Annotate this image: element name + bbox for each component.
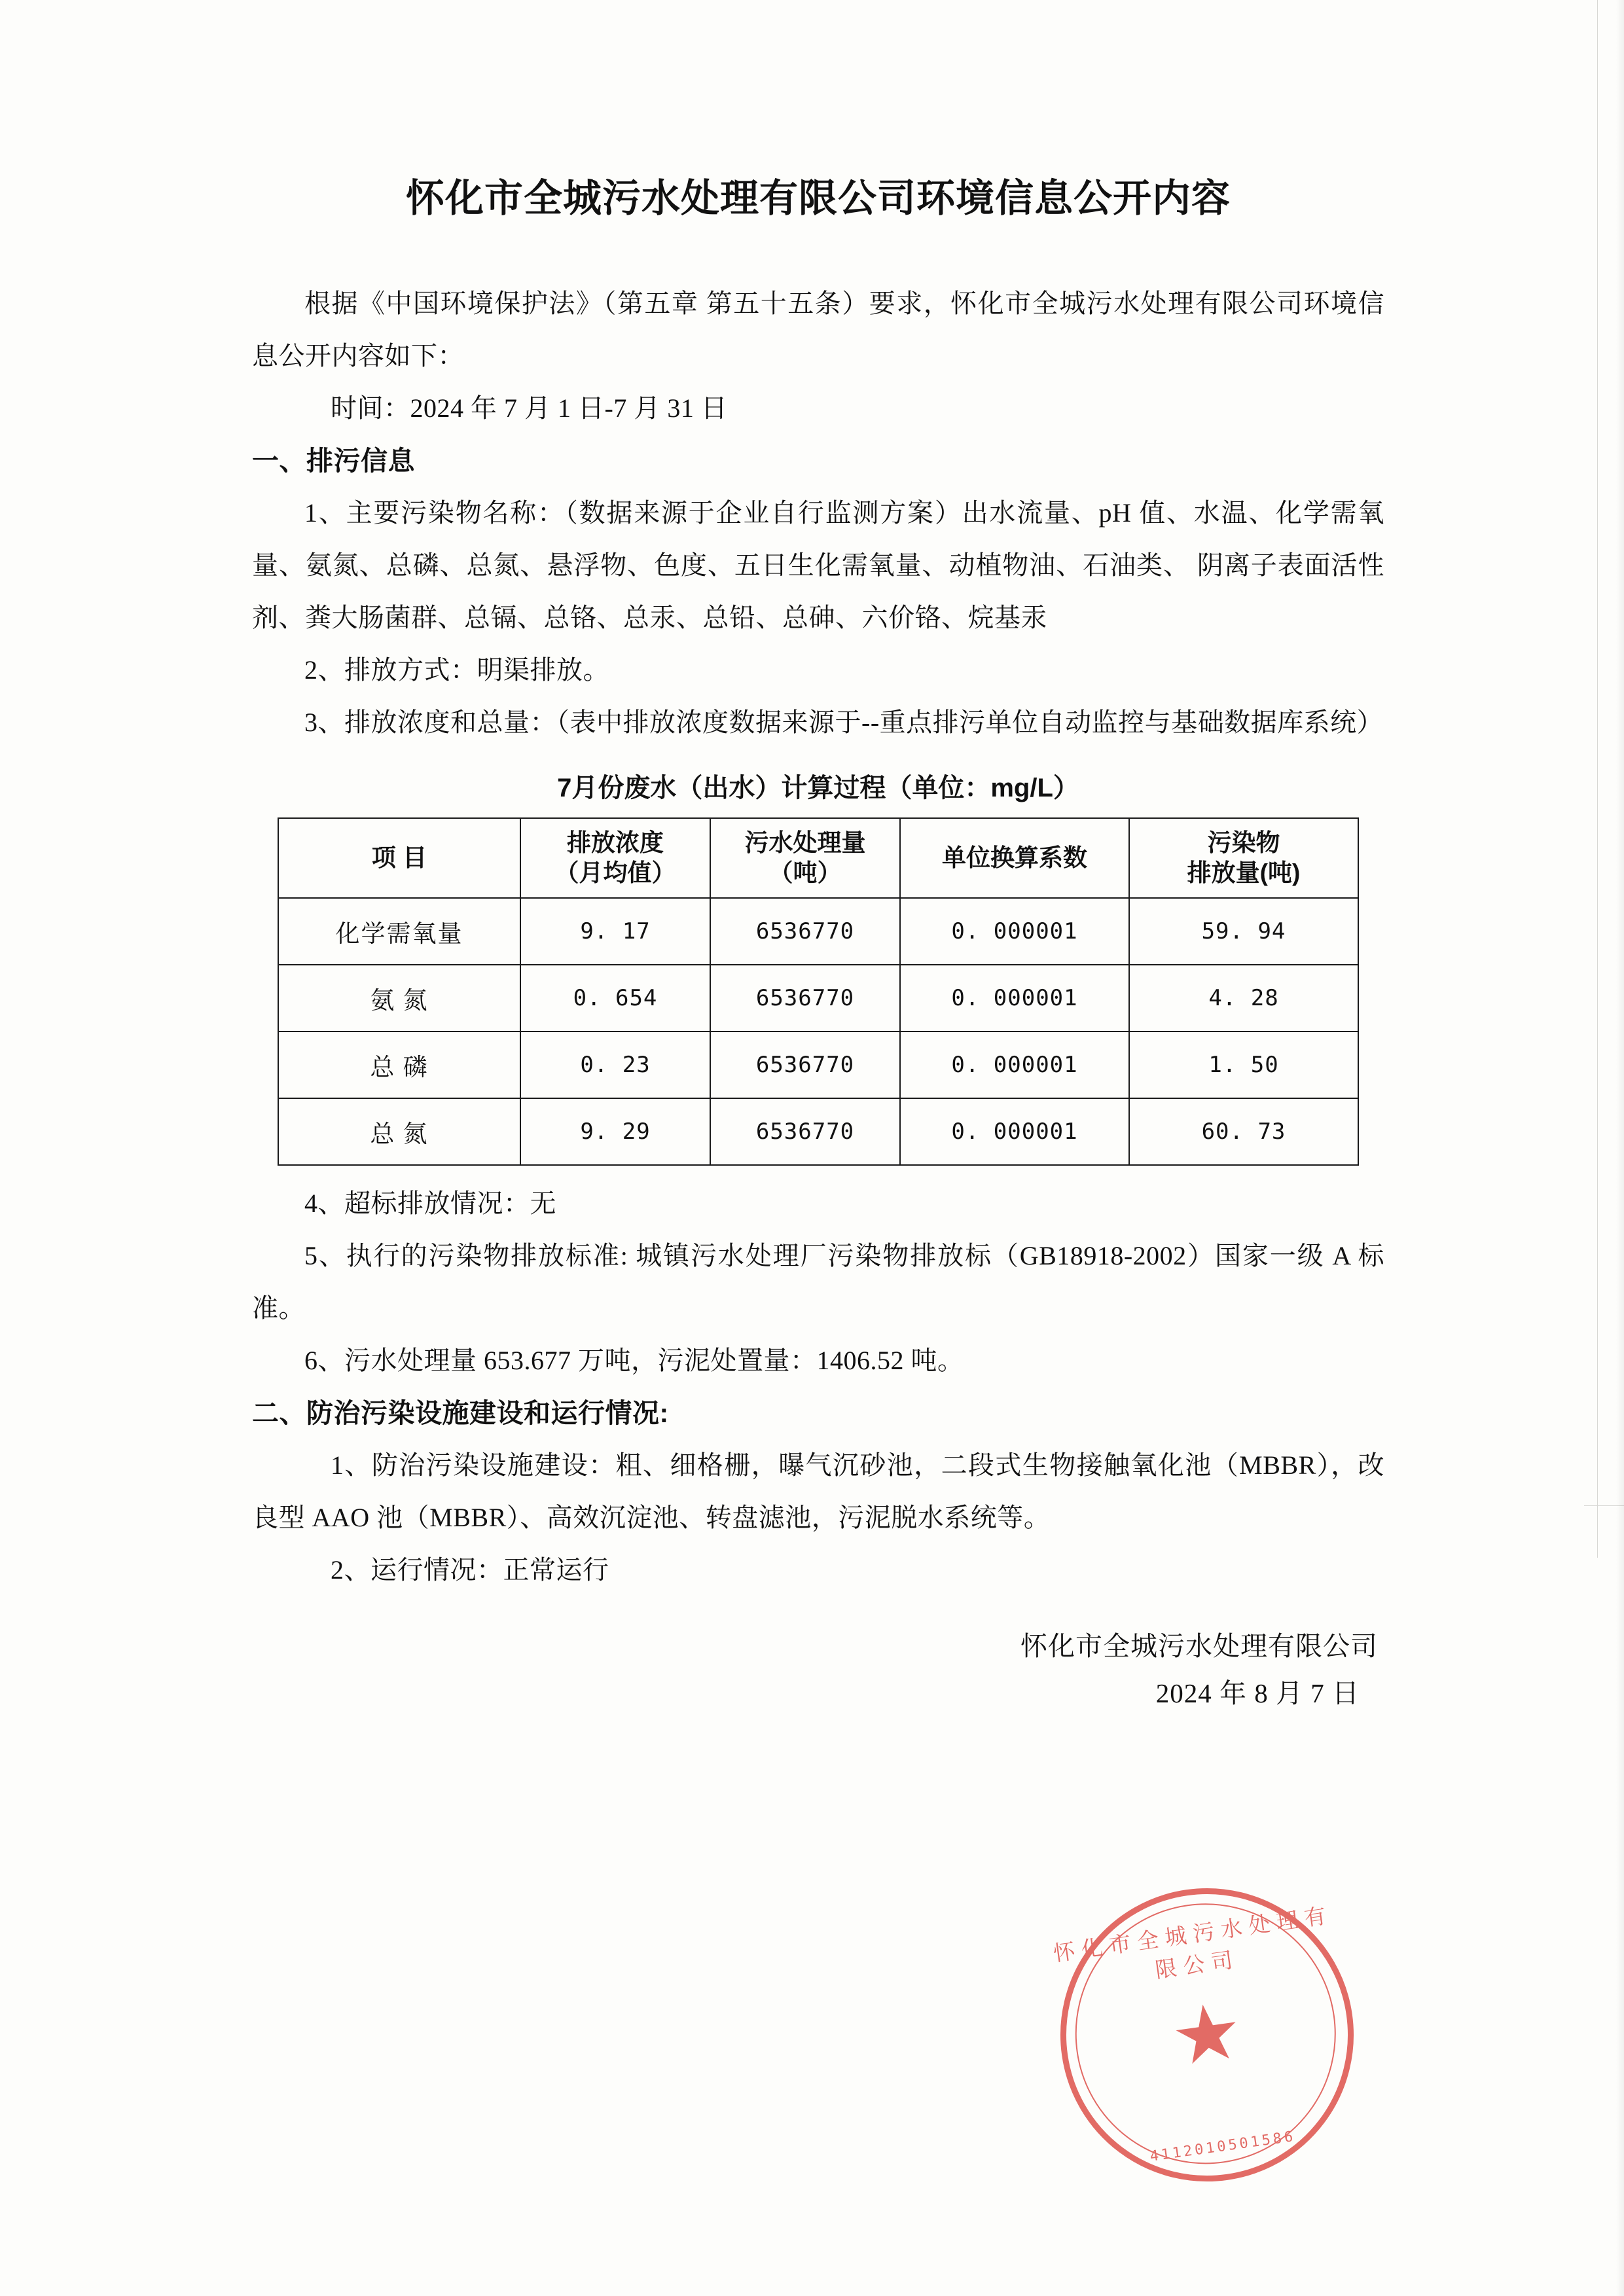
table-header-total: 污染物 排放量(吨) <box>1129 818 1358 898</box>
cell-volume: 6536770 <box>710 1098 900 1165</box>
item-pollutant-names: 1、主要污染物名称：（数据来源于企业自行监测方案）出水流量、pH 值、水温、化学需氧量、氨氮、总磷、总氮、悬浮物、色度、五日生化需氧量、动植物油、石油类、 阴离子表面活性剂、粪大肠菌群、总镉、总铬、总汞、总铅、总砷、六价铬、烷基汞 <box>252 498 1384 632</box>
cell-factor: 0. 000001 <box>900 1098 1129 1165</box>
cell-concentration: 9. 17 <box>520 898 710 965</box>
cell-factor: 0. 000001 <box>900 965 1129 1031</box>
page-title: 怀化市全城污水处理有限公司环境信息公开内容 <box>405 177 1231 220</box>
cell-item: 总 氮 <box>278 1098 520 1165</box>
seal-company-text: 怀化市全城污水处理有限公司 <box>1051 1902 1334 1982</box>
document-body <box>252 167 1384 1717</box>
item-exceedance: 4、超标排放情况：无 <box>304 1189 556 1218</box>
item-concentration-and-total: 3、排放浓度和总量：（表中排放浓度数据来源于--重点排污单位自动监控与基础数据库系统） <box>304 708 1384 737</box>
section-heading-discharge: 一、排污信息 <box>252 446 415 476</box>
scan-edge-shadow <box>1616 0 1624 2296</box>
wastewater-data-table <box>278 817 1359 1166</box>
cell-volume: 6536770 <box>710 898 900 965</box>
table-header-factor: 单位换算系数 <box>900 818 1129 898</box>
cell-item: 化学需氧量 <box>278 898 520 965</box>
cell-total: 4. 28 <box>1129 965 1358 1031</box>
table-row <box>278 1031 1358 1098</box>
signature-date: 2024 年 8 月 7 日 <box>1155 1678 1360 1708</box>
seal-code-text: 4112010501586 <box>1149 2128 1297 2165</box>
signature-block <box>252 1623 1384 1717</box>
table-caption: 7月份废水（出水）计算过程（单位：mg/L） <box>557 774 1079 802</box>
item-operation-status: 2、运行情况：正常运行 <box>331 1555 609 1585</box>
cell-concentration: 9. 29 <box>520 1098 710 1165</box>
cell-concentration: 0. 23 <box>520 1031 710 1098</box>
cell-volume: 6536770 <box>710 965 900 1031</box>
section-heading-facilities: 二、防治污染设施建设和运行情况: <box>252 1398 669 1428</box>
item-volume-sludge: 6、污水处理量 653.677 万吨，污泥处置量：1406.52 吨。 <box>304 1346 964 1375</box>
reporting-period: 时间：2024 年 7 月 1 日-7 月 31 日 <box>331 393 728 423</box>
table-header-item: 项 目 <box>278 818 520 898</box>
cell-item: 总 磷 <box>278 1031 520 1098</box>
cell-total: 59. 94 <box>1129 898 1358 965</box>
cell-concentration: 0. 654 <box>520 965 710 1031</box>
cell-total: 1. 50 <box>1129 1031 1358 1098</box>
item-facility-construction: 1、防治污染设施建设：粗、细格栅，曝气沉砂池，二段式生物接触氧化池（MBBR），改良型 AAO 池（MBBR）、高效沉淀池、转盘滤池，污泥脱水系统等。 <box>252 1450 1384 1532</box>
table-header-volume: 污水处理量 （吨） <box>710 818 900 898</box>
cell-item: 氨 氮 <box>278 965 520 1031</box>
signature-company: 怀化市全城污水处理有限公司 <box>1020 1631 1378 1661</box>
table-header-concentration: 排放浓度 （月均值） <box>520 818 710 898</box>
item-standard: 5、执行的污染物排放标准: 城镇污水处理厂污染物排放标（GB18918-2002）国家一级 A 标准。 <box>252 1241 1384 1323</box>
company-seal-stamp <box>1041 1869 1373 2200</box>
cell-total: 60. 73 <box>1129 1098 1358 1165</box>
item-discharge-method: 2、排放方式：明渠排放。 <box>304 655 609 685</box>
cell-volume: 6536770 <box>710 1031 900 1098</box>
table-row <box>278 1098 1358 1165</box>
table-row <box>278 965 1358 1031</box>
table-row <box>278 898 1358 965</box>
intro-paragraph: 根据《中国环境保护法》（第五章 第五十五条）要求，怀化市全城污水处理有限公司环境信息公开内容如下： <box>252 289 1384 370</box>
star-icon: ★ <box>1165 1984 1248 2085</box>
cell-factor: 0. 000001 <box>900 1031 1129 1098</box>
table-header-row <box>278 818 1358 898</box>
cell-factor: 0. 000001 <box>900 898 1129 965</box>
scan-artifact-line <box>1597 0 1598 1558</box>
